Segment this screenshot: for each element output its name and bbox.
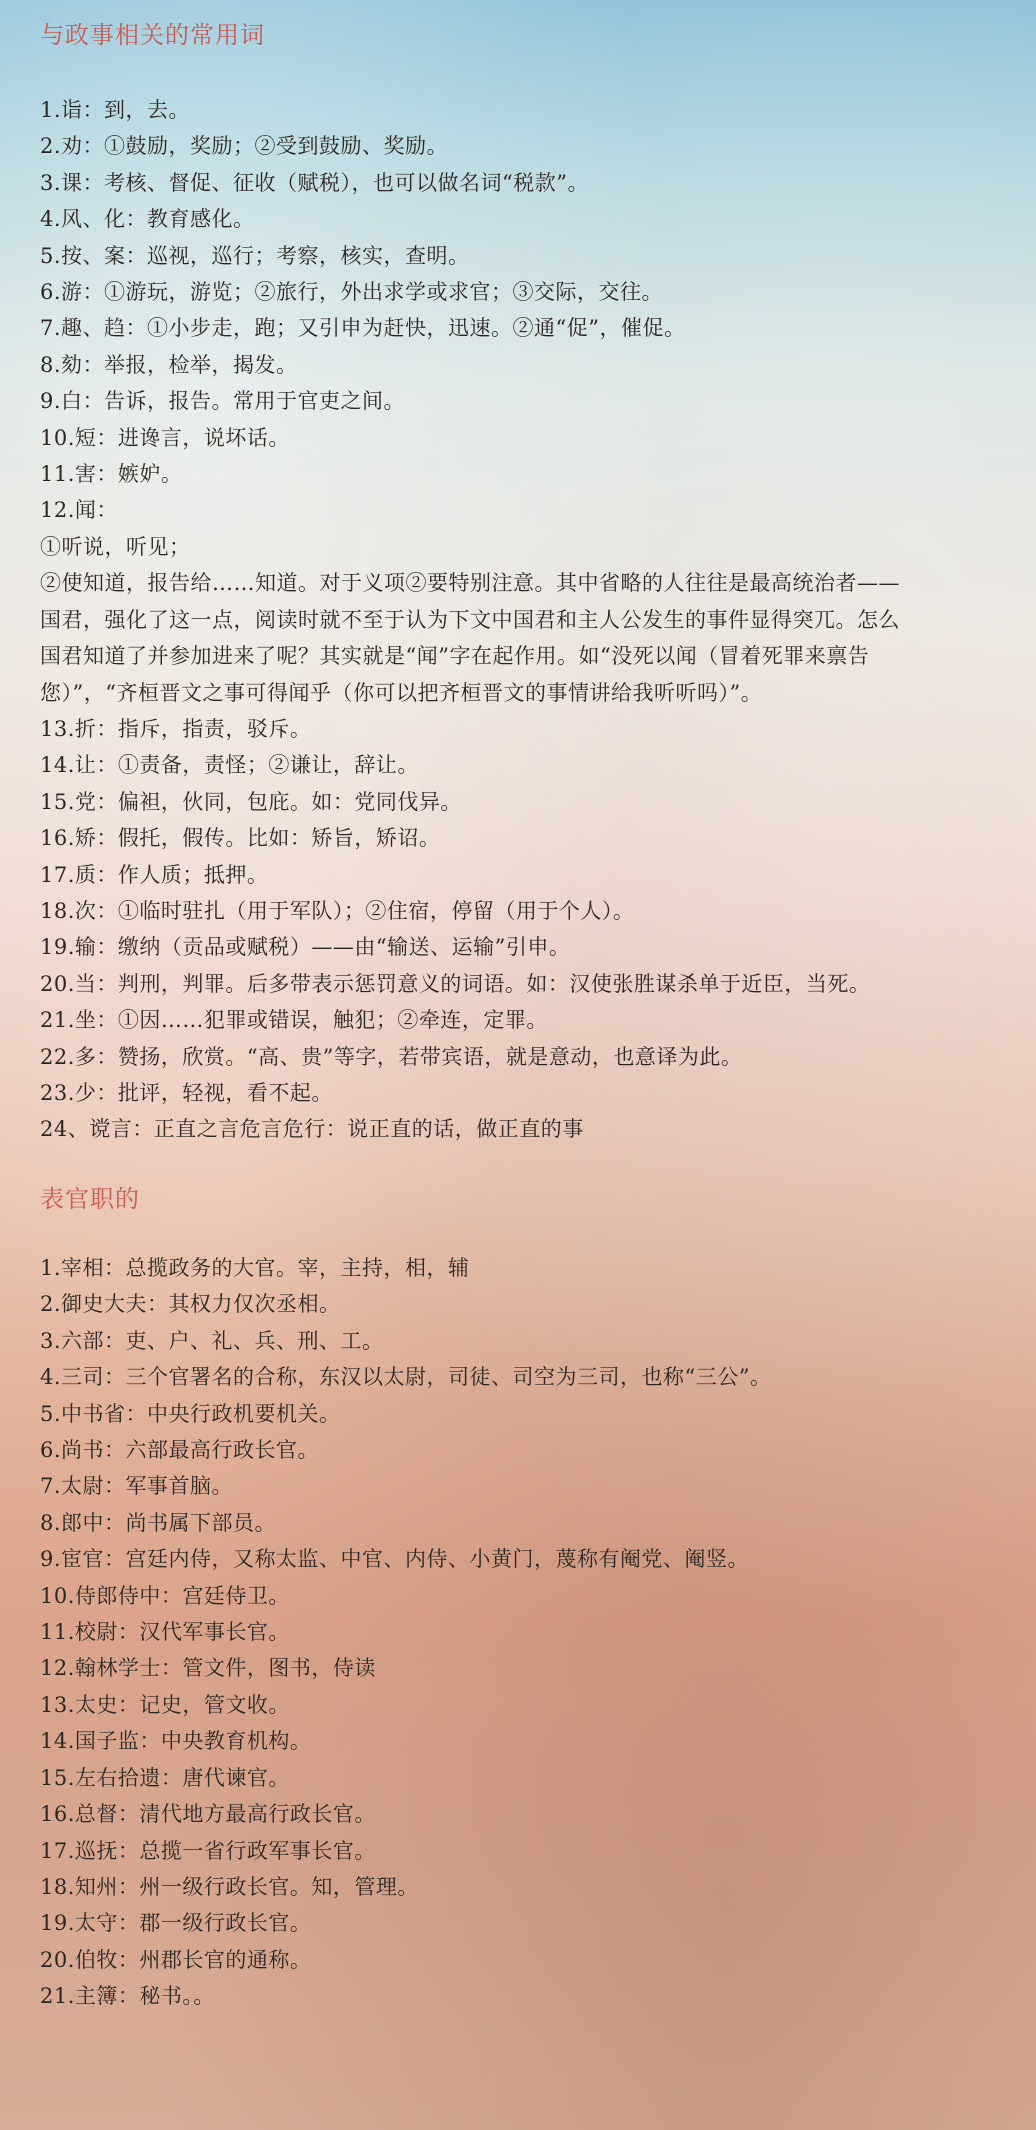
section-title-politics: 与政事相关的常用词: [40, 21, 265, 49]
text-line: 5.中书省：中央行政机要机关。: [40, 1401, 341, 1426]
text-line: 22.多：赞扬，欣赏。“高、贵”等字，若带宾语，就是意动，也意译为此。: [40, 1044, 743, 1069]
text-line: 3.六部：吏、户、礼、兵、刑、工。: [40, 1328, 384, 1353]
text-line: ②使知道，报告给……知道。对于义项②要特别注意。其中省略的人往往是最高统治者——: [40, 571, 900, 596]
text-line: 8.郎中：尚书属下部员。: [40, 1510, 277, 1535]
text-line: 15.左右拾遗：唐代谏官。: [40, 1765, 290, 1790]
text-line: 16.总督：清代地方最高行政长官。: [40, 1802, 376, 1827]
text-line: 21.坐：①因……犯罪或错误，触犯；②牵连，定罪。: [40, 1008, 548, 1033]
official-posts-list: [40, 1250, 1030, 2015]
text-line: 10.侍郎侍中：宫廷侍卫。: [40, 1583, 290, 1608]
text-line: 10.短：进谗言，说坏话。: [40, 425, 290, 450]
text-line: 21.主簿：秘书。。: [40, 1984, 215, 2009]
text-line: 24、谠言：正直之言危言危行：说正直的话，做正直的事: [40, 1117, 584, 1142]
text-line: 8.劾：举报，检举，揭发。: [40, 352, 298, 377]
text-line: 12.闻：: [40, 498, 118, 523]
text-line: 9.宦官：宫廷内侍，又称太监、中官、内侍、小黄门，蔑称有阉党、阉竖。: [40, 1547, 750, 1572]
text-line: 20.当：判刑，判罪。后多带表示惩罚意义的词语。如：汉使张胜谋杀单于近臣，当死。: [40, 971, 871, 996]
text-line: 17.巡抚：总揽一省行政军事长官。: [40, 1838, 376, 1863]
text-line: 11.校尉：汉代军事长官。: [40, 1620, 290, 1645]
text-line: 14.国子监：中央教育机构。: [40, 1729, 312, 1754]
text-line: 3.课：考核、督促、征收（赋税），也可以做名词“税款”。: [40, 170, 590, 195]
text-line: 15.党：偏袒，伙同，包庇。如：党同伐异。: [40, 789, 462, 814]
text-line: 16.矫：假托，假传。比如：矫旨，矫诏。: [40, 826, 441, 851]
text-line: 国君，强化了这一点，阅读时就不至于认为下文中国君和主人公发生的事件显得突兀。怎么: [40, 607, 900, 632]
text-line: 1.诣：到，去。: [40, 98, 191, 122]
text-line: 23.少：批评，轻视，看不起。: [40, 1080, 333, 1105]
text-line: ①听说，听见；: [40, 534, 191, 559]
section-title-official-posts: 表官职的: [40, 1185, 140, 1213]
text-line: 9.白：告诉，报告。常用于官吏之间。: [40, 389, 406, 414]
text-line: 19.太守：郡一级行政长官。: [40, 1911, 312, 1936]
text-line: 国君知道了并参加进来了呢？其实就是“闻”字在起作用。如“没死以闻（冒着死罪来禀告: [40, 644, 870, 669]
text-line: 7.趣、趋：①小步走，跑；又引申为赶快，迅速。②通“促”，催促。: [40, 316, 686, 341]
text-line: 6.尚书：六部最高行政长官。: [40, 1438, 320, 1463]
text-line: 2.御史大夫：其权力仅次丞相。: [40, 1292, 341, 1317]
text-line: 11.害：嫉妒。: [40, 462, 183, 487]
text-line: 14.让：①责备，责怪；②谦让，辞让。: [40, 753, 419, 778]
text-line: 18.次：①临时驻扎（用于军队）；②住宿，停留（用于个人）。: [40, 898, 635, 923]
text-line: 13.折：指斥，指责，驳斥。: [40, 716, 312, 741]
text-line: 7.太尉：军事首脑。: [40, 1474, 234, 1499]
text-line: 5.按、案：巡视，巡行；考察，核实，查明。: [40, 243, 470, 268]
text-line: 13.太史：记史，管文收。: [40, 1692, 290, 1717]
text-line: 4.风、化：教育感化。: [40, 207, 255, 232]
politics-terms-list: [40, 92, 1030, 1148]
text-line: 12.翰林学士：管文件，图书，侍读: [40, 1656, 376, 1681]
text-line: 2.劝：①鼓励，奖励；②受到鼓励、奖励。: [40, 134, 449, 159]
text-line: 20.伯牧：州郡长官的通称。: [40, 1947, 312, 1972]
text-line: 4.三司：三个官署名的合称，东汉以太尉，司徒、司空为三司，也称“三公”。: [40, 1365, 772, 1390]
text-line: 19.输：缴纳（贡品或赋税）——由“输送、运输”引申。: [40, 935, 571, 960]
text-line: 18.知州：州一级行政长官。知，管理。: [40, 1874, 419, 1899]
text-line: 6.游：①游玩，游览；②旅行，外出求学或求官；③交际，交往。: [40, 280, 664, 305]
text-line: 您）”，“齐桓晋文之事可得闻乎（你可以把齐桓晋文的事情讲给我听听吗）”。: [40, 680, 763, 705]
text-line: 17.质：作人质；抵押。: [40, 862, 269, 887]
text-line: 1.宰相：总揽政务的大官。宰，主持，相，辅: [40, 1256, 470, 1280]
